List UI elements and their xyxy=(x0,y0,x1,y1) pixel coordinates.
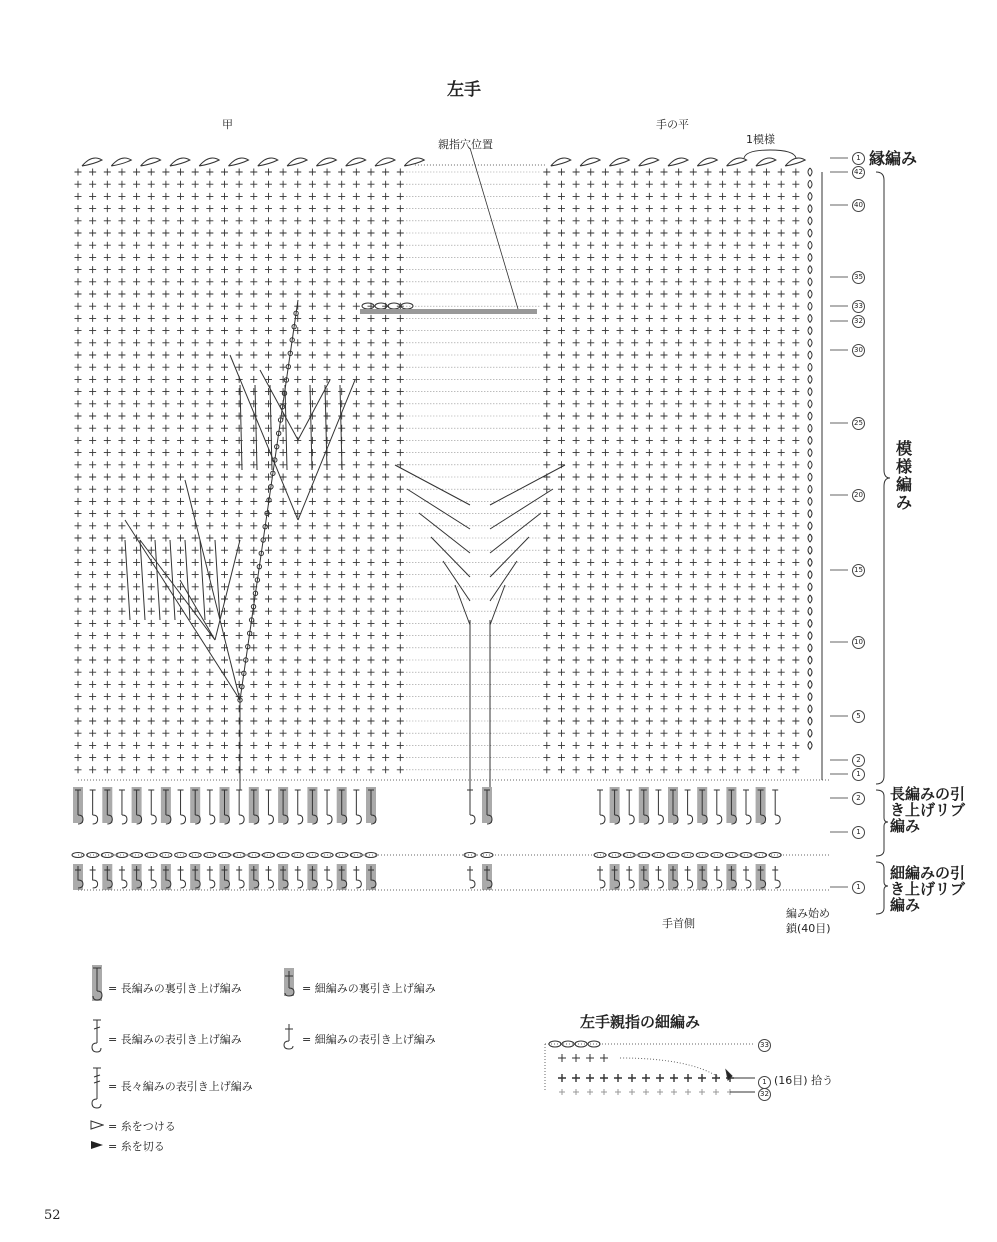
legend xyxy=(90,965,510,1155)
thumb-chart xyxy=(530,1030,760,1105)
page-title: 左手 xyxy=(447,80,481,100)
row-marker: 5 xyxy=(852,710,865,723)
dc-back-post-icon xyxy=(90,965,104,1005)
section-dc-rib xyxy=(890,786,980,834)
legend-text-1: = 長編みの裏引き上げ編み xyxy=(108,982,242,995)
label-repeat: 1模様 xyxy=(746,133,775,146)
section-dc-rib-text: 長編みの引き上げリブ編み xyxy=(890,785,966,835)
edging-row-marker: 1 xyxy=(852,152,865,165)
sc-back-post-icon xyxy=(282,968,296,1000)
row-marker: 1 xyxy=(852,881,865,894)
page-number: 52 xyxy=(44,1208,61,1223)
cut-yarn-icon xyxy=(90,1140,104,1150)
repeat-brace xyxy=(744,150,796,158)
tr-front-post-icon xyxy=(90,1065,104,1113)
row-marker: 1 xyxy=(852,768,865,781)
join-yarn-icon xyxy=(90,1120,104,1130)
stitch-grid xyxy=(75,169,800,774)
tree-motif xyxy=(125,300,355,790)
legend-text-7: = 糸を切る xyxy=(108,1140,165,1153)
row-marker: 32 xyxy=(852,315,865,328)
rib-section xyxy=(72,780,830,890)
legend-text-3: = 長編みの表引き上げ編み xyxy=(108,1033,242,1046)
label-wrist: 手首側 xyxy=(662,917,695,930)
label-start-1: 編み始め xyxy=(786,907,830,920)
row-marker: 2 xyxy=(852,792,865,805)
v-motif xyxy=(395,465,565,790)
sc-front-post-icon xyxy=(282,1021,296,1053)
row-marker: 42 xyxy=(852,166,865,179)
row-marker: 15 xyxy=(852,564,865,577)
thumb-chart-title: 左手親指の細編み xyxy=(580,1013,701,1031)
thumb-row-bottom: 32 xyxy=(758,1088,771,1101)
section-pattern: 模様編み xyxy=(896,439,913,512)
row-dotted-lines xyxy=(406,172,541,770)
sc-rib-brace xyxy=(876,862,888,914)
right-edge-column xyxy=(808,168,822,780)
edging-row xyxy=(82,158,805,309)
row-arrows xyxy=(830,158,848,887)
legend-text-4: = 細編みの表引き上げ編み xyxy=(302,1033,436,1046)
legend-text-6: = 糸をつける xyxy=(108,1120,176,1133)
label-back: 甲 xyxy=(222,118,233,131)
section-sc-rib-text: 細編みの引き上げリブ編み xyxy=(890,864,966,914)
label-start-2: 鎖(40目) xyxy=(786,922,831,935)
row-marker: 2 xyxy=(852,754,865,767)
legend-text-5: = 長々編みの表引き上げ編み xyxy=(108,1080,253,1093)
dc-front-post-icon xyxy=(90,1017,104,1057)
pattern-brace xyxy=(876,172,890,784)
row-marker: 1 xyxy=(852,826,865,839)
thumb-hole-bar xyxy=(360,309,537,314)
row-marker: 10 xyxy=(852,636,865,649)
dc-rib-brace xyxy=(876,790,888,856)
thumb-row-mid-text: (16目) 拾う xyxy=(774,1074,834,1087)
row-marker: 33 xyxy=(852,300,865,313)
legend-text-2: = 細編みの裏引き上げ編み xyxy=(302,982,436,995)
label-palm: 手の平 xyxy=(656,118,689,131)
section-edging: 縁編み xyxy=(869,149,918,168)
thumb-row-top: 33 xyxy=(758,1039,771,1052)
label-thumb-hole: 親指穴位置 xyxy=(438,138,493,151)
row-marker: 35 xyxy=(852,271,865,284)
section-sc-rib xyxy=(890,865,980,913)
row-marker: 20 xyxy=(852,489,865,502)
row-marker: 25 xyxy=(852,417,865,430)
row-marker: 30 xyxy=(852,344,865,357)
thumb-row-mid: 1 (16目) 拾う xyxy=(758,1072,833,1089)
row-marker: 40 xyxy=(852,199,865,212)
